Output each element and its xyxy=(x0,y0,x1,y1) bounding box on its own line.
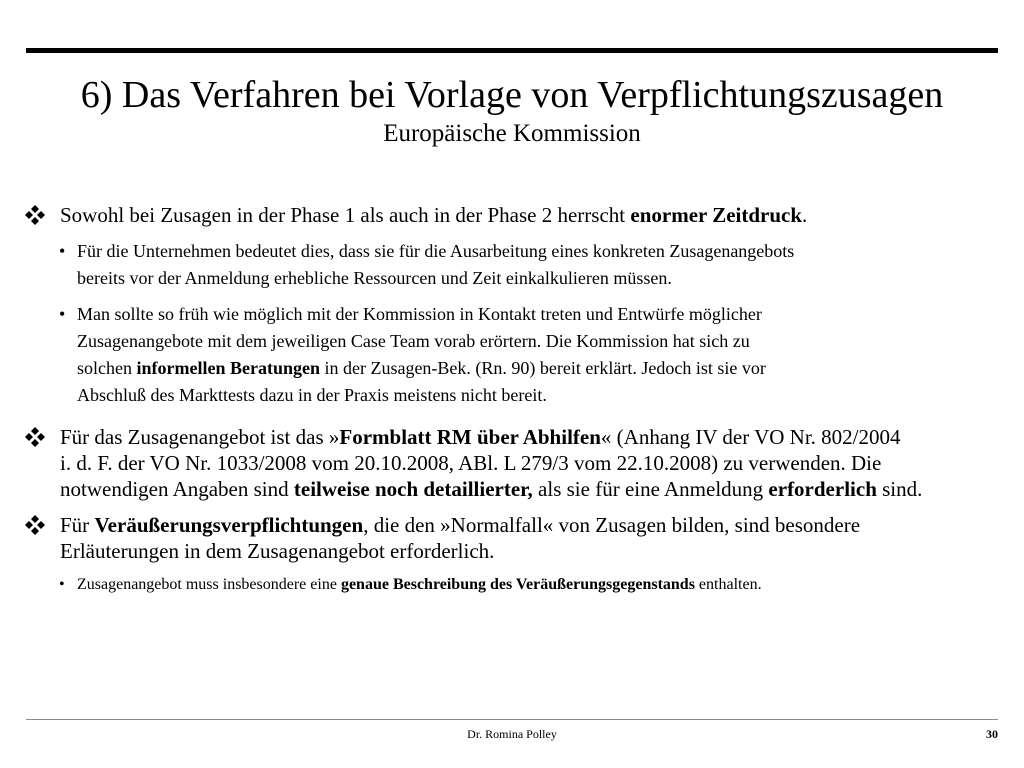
bullet-3-1-text: Zusagenangebot muss insbesondere eine xyxy=(77,576,341,593)
bullet-1 xyxy=(60,202,807,228)
bullet-2-emphasis-detail: teilweise noch detaillierter, xyxy=(293,477,533,501)
round-bullet-icon: • xyxy=(59,304,66,324)
bullet-3-line-1-start: Für xyxy=(60,513,95,537)
bullet-1-2-line-1: Man sollte so früh wie möglich mit der Kommission in Kontakt treten und Entwürfe möglicher xyxy=(77,304,762,324)
bullet-2-line-1-end: « (Anhang IV der VO Nr. 802/2004 xyxy=(600,425,901,449)
footer-author: Dr. Romina Polley xyxy=(467,727,557,741)
bullet-2 xyxy=(60,424,922,502)
page-number: 30 xyxy=(986,727,998,741)
bullet-2-line-2: i. d. F. der VO Nr. 1033/2008 vom 20.10.2008, ABl. L 279/3 vom 22.10.2008) zu verwenden. Die xyxy=(60,451,882,475)
bullet-2-emphasis-required: erforderlich xyxy=(768,477,877,501)
bullet-1-2 xyxy=(59,301,766,409)
bullet-2-emphasis-form: Formblatt RM über Abhilfen xyxy=(339,425,601,449)
bullet-3-line-1-end: , die den »Normalfall« von Zusagen bilden, sind besondere xyxy=(363,513,861,537)
bullet-1-1 xyxy=(59,238,795,292)
bullet-1-2-line-4: Abschluß des Markttests dazu in der Praxis meistens nicht bereit. xyxy=(77,385,547,405)
bullet-3-emphasis: Veräußerungsverpflichtungen xyxy=(94,513,364,537)
bullet-1-2-emphasis: informellen Beratungen xyxy=(136,358,320,378)
bullet-1-1-line-2: bereits vor der Anmeldung erhebliche Ressourcen und Zeit einkalkulieren müssen. xyxy=(77,268,672,288)
bullet-1-2-line-2: Zusagenangebote mit dem jeweiligen Case Team vorab erörtern. Die Kommission hat sich zu xyxy=(77,331,750,351)
round-bullet-icon: • xyxy=(59,576,65,593)
top-rule xyxy=(26,48,998,53)
slide-title: 6) Das Verfahren bei Vorlage von Verpflichtungszusagen xyxy=(80,74,944,116)
bullet-2-line-3-start: notwendigen Angaben sind xyxy=(60,477,294,501)
bullet-3-line-2: Erläuterungen in dem Zusagenangebot erforderlich. xyxy=(60,539,495,563)
bullet-3 xyxy=(60,512,860,564)
four-diamond-bullet-icon xyxy=(25,427,45,447)
bullet-2-line-1-start: Für das Zusagenangebot ist das » xyxy=(60,425,340,449)
bullet-3-1-emphasis: genaue Beschreibung des Veräußerungsgegenstands xyxy=(340,576,695,593)
bullet-1-emphasis: enormer Zeitdruck xyxy=(630,203,803,227)
bullet-1-text: Sowohl bei Zusagen in der Phase 1 als auch in der Phase 2 herrscht xyxy=(60,203,631,227)
round-bullet-icon: • xyxy=(59,241,66,261)
bullet-2-line-3-mid: als sie für eine Anmeldung xyxy=(532,477,769,501)
bottom-rule xyxy=(26,719,998,720)
bullet-1-1-line-1: Für die Unternehmen bedeutet dies, dass sie für die Ausarbeitung eines konkreten Zusagenangebots xyxy=(77,241,795,261)
four-diamond-bullet-icon xyxy=(25,515,45,535)
bullet-1-text-end: . xyxy=(802,203,808,227)
slide-subtitle: Europäische Kommission xyxy=(383,120,641,147)
bullet-1-2-line-3-end: in der Zusagen-Bek. (Rn. 90) bereit erklärt. Jedoch ist sie vor xyxy=(319,358,766,378)
bullet-2-line-3-end: sind. xyxy=(876,477,923,501)
bullet-1-2-line-3-start: solchen xyxy=(77,358,137,378)
four-diamond-bullet-icon xyxy=(25,205,45,225)
bullet-3-1-text-end: enthalten. xyxy=(694,576,762,593)
bullet-3-1 xyxy=(59,574,762,596)
